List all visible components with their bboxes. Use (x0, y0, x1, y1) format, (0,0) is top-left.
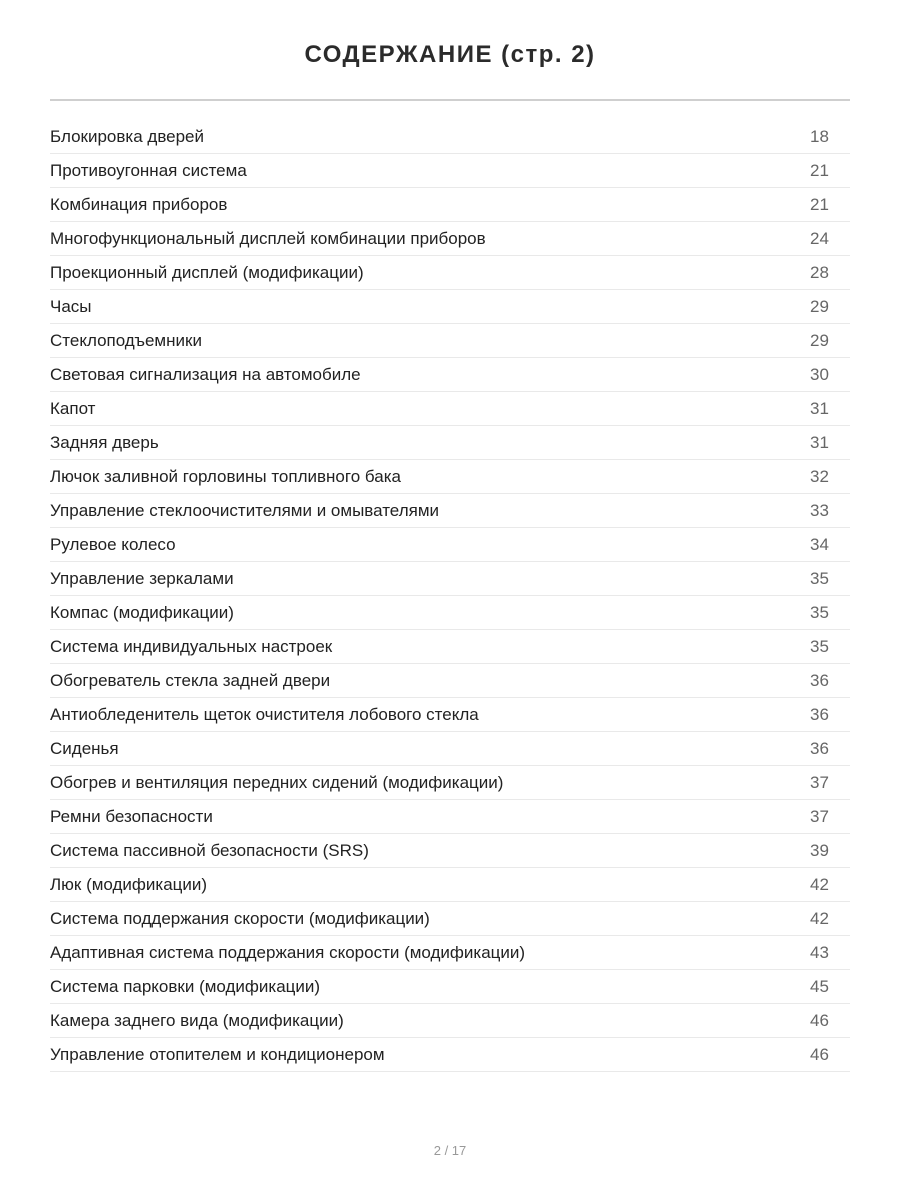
toc-entry-title: Стеклоподъемники (50, 330, 202, 350)
toc-entry-title: Блокировка дверей (50, 126, 205, 146)
toc-entry-title: Система поддержания скорости (модификации) (50, 908, 430, 928)
toc-entry-page-number: 36 (810, 670, 829, 690)
toc-entry[interactable] (50, 154, 850, 188)
toc-entry[interactable] (50, 222, 850, 256)
toc-entry-page-number: 36 (810, 738, 829, 758)
toc-entry[interactable] (50, 392, 850, 426)
toc-entry[interactable] (50, 766, 850, 800)
toc-entry[interactable] (50, 324, 850, 358)
toc-entry-page-number: 33 (810, 500, 829, 520)
toc-entry-page-number: 34 (810, 534, 829, 554)
toc-entry-title: Многофункциональный дисплей комбинации приборов (50, 228, 486, 248)
toc-entry[interactable] (50, 426, 850, 460)
toc-entry-title: Компас (модификации) (50, 602, 234, 622)
toc-entry[interactable] (50, 664, 850, 698)
toc-entry-page-number: 43 (810, 942, 829, 962)
toc-entry-title: Система индивидуальных настроек (50, 636, 333, 656)
toc-entry-title: Управление отопителем и кондиционером (50, 1044, 385, 1064)
toc-entry[interactable] (50, 868, 850, 902)
title-divider (50, 99, 850, 101)
toc-entry-page-number: 35 (810, 568, 829, 588)
toc-entry-title: Световая сигнализация на автомобиле (50, 364, 361, 384)
toc-entry-title: Система парковки (модификации) (50, 976, 321, 996)
toc-entry-title: Комбинация приборов (50, 194, 228, 214)
toc-entry-page-number: 30 (810, 364, 829, 384)
toc-entry-page-number: 42 (810, 874, 829, 894)
toc-entry-title: Сиденья (50, 738, 119, 758)
toc-entry-title: Лючок заливной горловины топливного бака (50, 466, 401, 486)
toc-entry-title: Обогрев и вентиляция передних сидений (модификации) (50, 772, 504, 792)
toc-entry-page-number: 42 (810, 908, 829, 928)
toc-entry-page-number: 31 (810, 398, 829, 418)
toc-entry[interactable] (50, 732, 850, 766)
toc-entry-page-number: 24 (810, 228, 829, 248)
toc-entry-page-number: 39 (810, 840, 829, 860)
toc-entry-page-number: 46 (810, 1010, 829, 1030)
toc-entry-page-number: 46 (810, 1044, 829, 1064)
toc-entry[interactable] (50, 562, 850, 596)
toc-entry[interactable] (50, 902, 850, 936)
toc-entry[interactable] (50, 596, 850, 630)
page-title: СОДЕРЖАНИЕ (стр. 2) (304, 41, 596, 68)
toc-entry-title: Люк (модификации) (50, 874, 208, 894)
toc-entry-title: Ремни безопасности (50, 806, 213, 826)
toc-entry-title: Противоугонная система (50, 160, 247, 180)
toc-entry-page-number: 31 (810, 432, 829, 452)
page-indicator: 2 / 17 (433, 1143, 467, 1158)
toc-entry[interactable] (50, 120, 850, 154)
toc-entry-page-number: 32 (810, 466, 829, 486)
toc-entry-page-number: 45 (810, 976, 829, 996)
toc-entry[interactable] (50, 970, 850, 1004)
toc-entry[interactable] (50, 256, 850, 290)
toc-entry-page-number: 28 (810, 262, 829, 282)
toc-entry[interactable] (50, 630, 850, 664)
toc-entry[interactable] (50, 1004, 850, 1038)
toc-entry-title: Адаптивная система поддержания скорости (модификации) (50, 942, 526, 962)
toc-entry-title: Рулевое колесо (50, 534, 176, 554)
toc-entry-title: Антиобледенитель щеток очистителя лобового стекла (50, 704, 479, 724)
toc-entry[interactable] (50, 528, 850, 562)
toc-entry-title: Задняя дверь (50, 432, 159, 452)
toc-entry-page-number: 21 (810, 160, 829, 180)
toc-entry-page-number: 18 (810, 126, 829, 146)
toc-entry-title: Система пассивной безопасности (SRS) (50, 840, 369, 860)
toc-entry[interactable] (50, 834, 850, 868)
toc-entry-title: Камера заднего вида (модификации) (50, 1010, 344, 1030)
toc-entry[interactable] (50, 460, 850, 494)
toc-entry-page-number: 37 (810, 806, 829, 826)
table-of-contents (50, 120, 850, 1072)
toc-entry-title: Обогреватель стекла задней двери (50, 670, 331, 690)
toc-entry[interactable] (50, 936, 850, 970)
toc-entry-page-number: 37 (810, 772, 829, 792)
toc-entry-page-number: 35 (810, 636, 829, 656)
toc-entry[interactable] (50, 698, 850, 732)
toc-entry[interactable] (50, 358, 850, 392)
toc-entry[interactable] (50, 800, 850, 834)
toc-entry-title: Проекционный дисплей (модификации) (50, 262, 364, 282)
toc-entry[interactable] (50, 290, 850, 324)
toc-entry-page-number: 21 (810, 194, 829, 214)
toc-entry-page-number: 29 (810, 296, 829, 316)
toc-entry-page-number: 35 (810, 602, 829, 622)
toc-entry[interactable] (50, 188, 850, 222)
toc-entry-title: Часы (50, 296, 92, 316)
toc-entry[interactable] (50, 1038, 850, 1072)
toc-entry-page-number: 29 (810, 330, 829, 350)
toc-entry-page-number: 36 (810, 704, 829, 724)
toc-entry[interactable] (50, 494, 850, 528)
toc-entry-title: Управление зеркалами (50, 568, 234, 588)
toc-entry-title: Управление стеклоочистителями и омывателями (50, 500, 439, 520)
toc-entry-title: Капот (50, 398, 96, 418)
